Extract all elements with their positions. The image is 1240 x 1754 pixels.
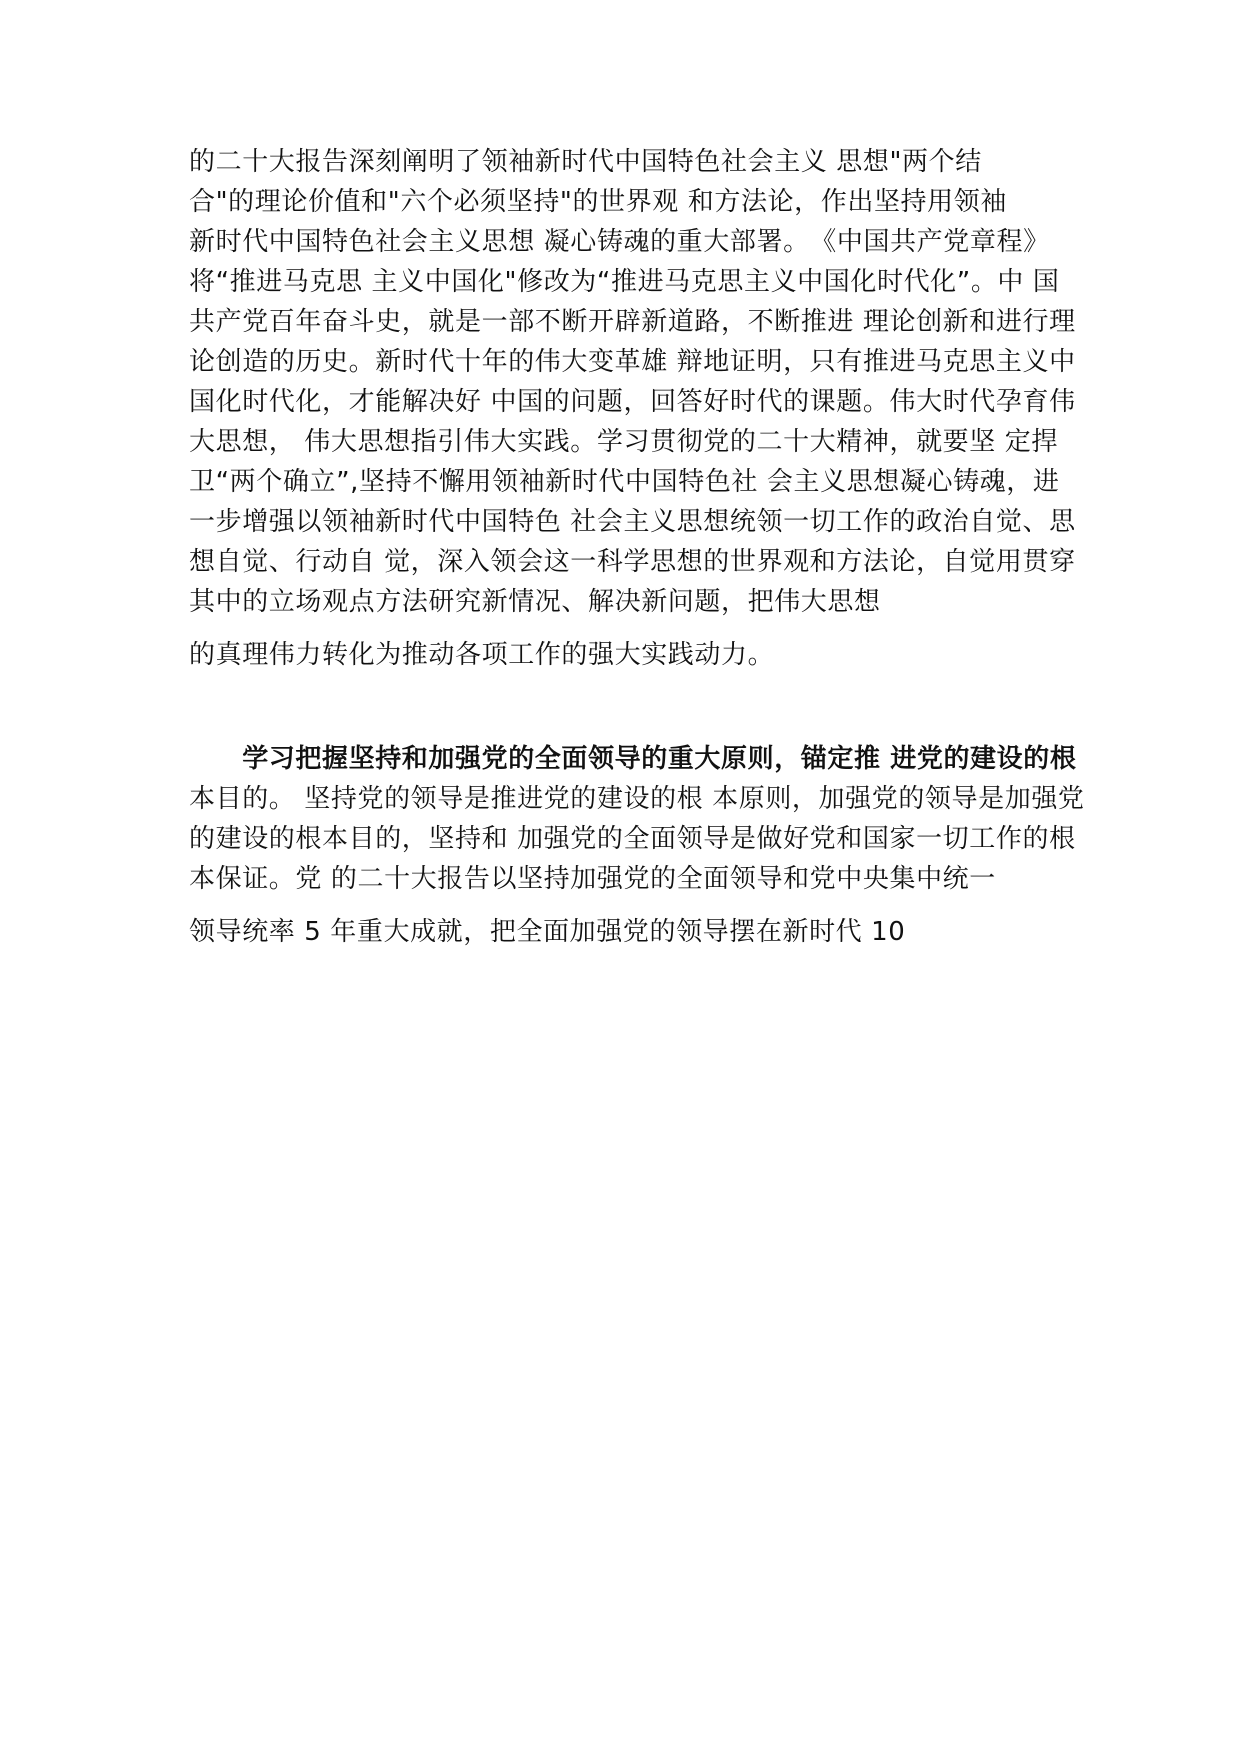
text-line: 领导统率 5 年重大成就，把全面加强党的领导摆在新时代 10 bbox=[189, 917, 906, 947]
text-line: 国化时代化，才能解决好 中国的问题，回答好时代的课题。伟大时代孕育伟 bbox=[189, 387, 1076, 417]
text-line: 新时代中国特色社会主义思想 凝心铸魂的重大部署。 《中国共产党章程》 bbox=[189, 227, 1050, 257]
text-line: 本保证。党 的二十大报告以坚持加强党的全面领导和党中央集中统一 bbox=[189, 864, 996, 894]
text-line: 一步增强以领袖新时代中国特色 社会主义思想统领一切工作的政治自觉、思 bbox=[189, 507, 1076, 537]
text-line: 共产党百年奋斗史，就是一部不断开辟新道路，不断推进 理论创新和进行理 bbox=[189, 307, 1076, 337]
section-heading: 学习把握坚持和加强党的全面领导的重大原则，锚定推 进党的建设的根 bbox=[189, 744, 1077, 774]
text-line: 大思想， 伟大思想指引伟大实践。学习贯彻党的二十大精神，就要坚 定捍 bbox=[189, 427, 1058, 457]
text-line: 卫“两个确立”,坚持不懈用领袖新时代中国特色社 会主义思想凝心铸魂，进 bbox=[189, 467, 1060, 497]
text-line: 将“推进马克思 主义中国化"修改为“推进马克思主义中国化时代化”。中 国 bbox=[189, 267, 1060, 297]
text-line: 其中的立场观点方法研究新情况、解决新问题，把伟大思想 bbox=[189, 587, 881, 617]
text-line: 想自觉、行动自 觉，深入领会这一科学思想的世界观和方法论，自觉用贯穿 bbox=[189, 547, 1076, 577]
text-line: 论创造的历史。新时代十年的伟大变革雄 辩地证明，只有推进马克思主义中 bbox=[189, 347, 1076, 377]
text-line: 的建设的根本目的，坚持和 加强党的全面领导是做好党和国家一切工作的根 bbox=[189, 824, 1076, 854]
text-line: 的真理伟力转化为推动各项工作的强大实践动力。 bbox=[189, 640, 775, 670]
text-line: 本目的。 坚持党的领导是推进党的建设的根 本原则，加强党的领导是加强党 bbox=[189, 784, 1085, 814]
text-line: 的二十大报告深刻阐明了领袖新时代中国特色社会主义 思想"两个结 bbox=[189, 147, 982, 177]
text-line: 合"的理论价值和"六个必须坚持"的世界观 和方法论，作出坚持用领袖 bbox=[189, 187, 1007, 217]
